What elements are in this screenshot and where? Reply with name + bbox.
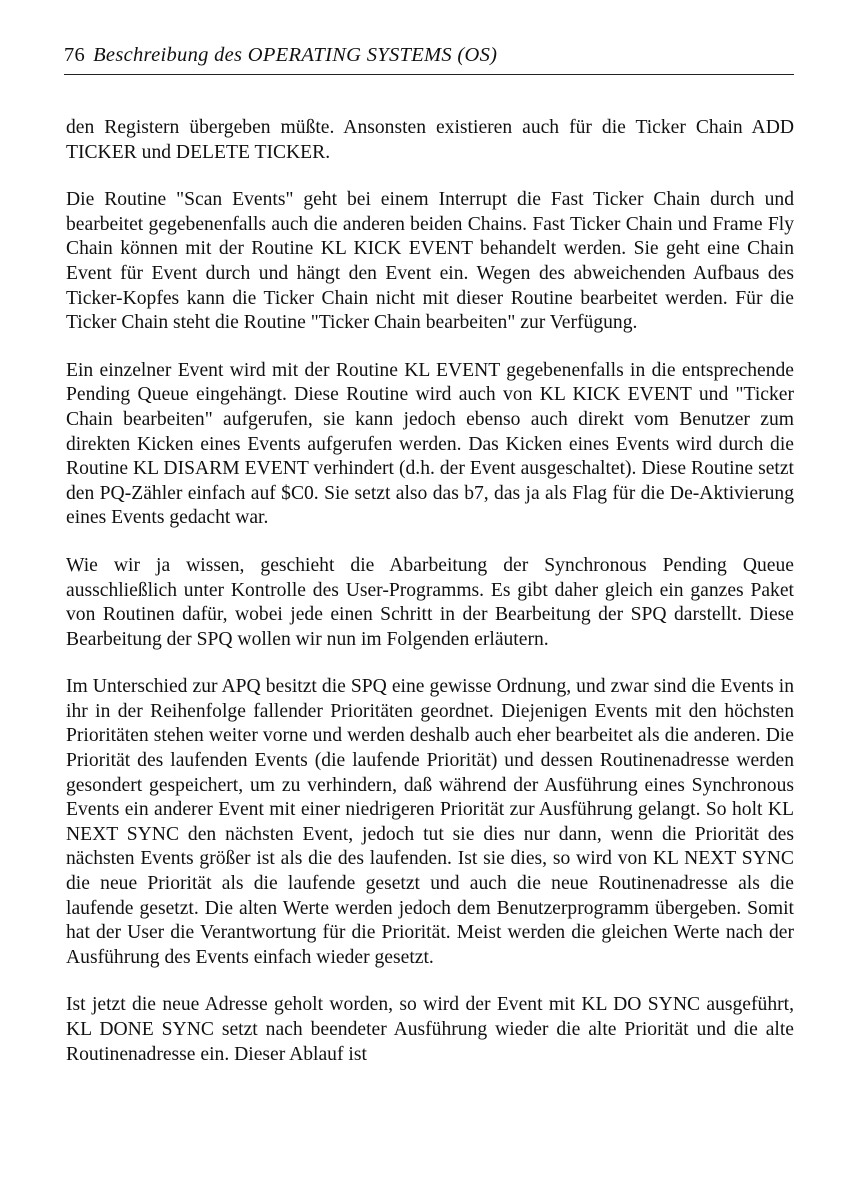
running-header xyxy=(64,44,794,75)
paragraph: den Registern übergeben müßte. Ansonsten existieren auch für die Ticker Chain ADD TICKER und DELETE TICKER. xyxy=(66,117,794,163)
body-text xyxy=(66,116,794,1090)
paragraph: Ein einzelner Event wird mit der Routine KL EVENT gegebenenfalls in die entsprechende Pending Queue eingehängt. Diese Routine wird auch von KL KICK EVENT und "Ticker Chain bearbeiten" aufgerufen, sie kann jedoch ebenso auch direkt vom Benutzer zum direkten Kicken eines Events aufgerufen werden. Das Kicken eines Events wird durch die Routine KL DISARM EVENT verhindert (d.h. der Event ausgeschaltet). Diese Routine setzt den PQ-Zähler einfach auf $C0. Sie setzt also das b7, das ja als Flag für die De-Aktivierung eines Events gedacht war. xyxy=(66,359,794,529)
running-title: Beschreibung des OPERATING SYSTEMS (OS) xyxy=(93,44,498,66)
paragraph: Im Unterschied zur APQ besitzt die SPQ eine gewisse Ordnung, und zwar sind die Events in ihr in der Reihenfolge fallender Prioritäten geordnet. Diejenigen Events mit den höchsten Prioritäten stehen weiter vorne und werden deshalb auch eher bearbeitet als die anderen. Die Priorität des laufenden Events (die laufende Priorität) und dessen Routinenadresse werden gesondert gespeichert, um zu verhindern, daß während der Ausführung eines Synchronous Events ein anderer Event mit einer niedrigeren Priorität zur Ausführung gelangt. So holt KL NEXT SYNC den nächsten Event, jedoch tut sie dies nur dann, wenn die Priorität des nächsten Events größer ist als die des laufenden. Ist sie dies, so wird von KL NEXT SYNC die neue Priorität als die laufende gesetzt und auch die neue Routinenadresse als die laufende gesetzt. Die alten Werte werden jedoch dem Benutzerprogramm übergeben. Somit hat der User die Verantwortung für die Priorität. Meist werden die gleichen Werte nach der Ausführung des Events einfach wieder gesetzt. xyxy=(66,676,794,968)
page-number: 76 xyxy=(64,44,86,66)
paragraph: Wie wir ja wissen, geschieht die Abarbeitung der Synchronous Pending Queue ausschließlich unter Kontrolle des User-Programms. Es gibt daher gleich ein ganzes Paket von Routinen dafür, wobei jede einen Schritt in der Bearbeitung der SPQ darstellt. Diese Bearbeitung der SPQ wollen wir nun im Folgenden erläutern. xyxy=(66,554,794,650)
paragraph: Die Routine "Scan Events" geht bei einem Interrupt die Fast Ticker Chain durch und bearbeitet gegebenenfalls auch die anderen beiden Chains. Fast Ticker Chain und Frame Fly Chain können mit der Routine KL KICK EVENT behandelt werden. Sie geht eine Chain Event für Event durch und hängt den Event ein. Wegen des abweichenden Aufbaus des Ticker-Kopfes kann die Ticker Chain nicht mit dieser Routine bearbeitet werden. Für die Ticker Chain steht die Routine "Ticker Chain bearbeiten" zur Verfügung. xyxy=(66,189,794,334)
paragraph: Ist jetzt die neue Adresse geholt worden, so wird der Event mit KL DO SYNC ausgeführt, KL DONE SYNC setzt nach beendeter Ausführung wieder die alte Priorität und die alte Routinenadresse ein. Dieser Ablauf ist xyxy=(66,994,794,1065)
